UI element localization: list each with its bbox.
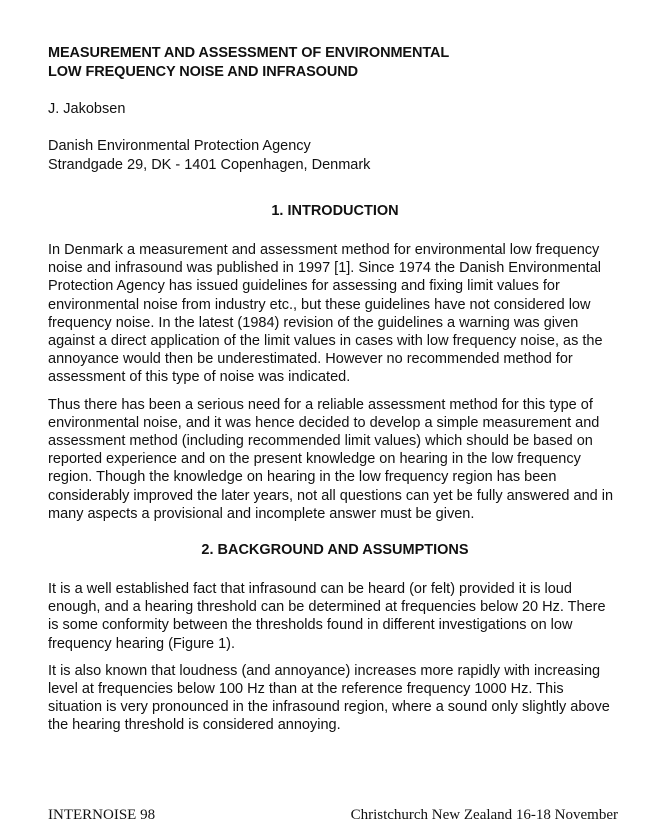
author-name: J. Jakobsen <box>48 101 126 117</box>
affiliation-line-2: Strandgade 29, DK - 1401 Copenhagen, Denmark <box>48 157 371 173</box>
section-heading-background: 2. BACKGROUND AND ASSUMPTIONS <box>201 542 469 559</box>
intro-paragraph-1: In Denmark a measurement and assessment method for environmental low frequency noise and infrasound was published in 1997 [1]. Since 1974 the Danish Environmental Protection Agency has issued guidelines for assessing and fixing limit values for environmental noise from industry etc., but these guidelines have not considered low frequency noise. In the latest (1984) revision of the guidelines a warning was given against a direct application of the limit values in cases with low frequency noise, as the annoyance would then be underestimated. However no recommended method for assessment of this type of noise was indicated. <box>48 242 603 386</box>
title-line-1: MEASUREMENT AND ASSESSMENT OF ENVIRONMENTAL <box>48 45 450 61</box>
affiliation-line-1: Danish Environmental Protection Agency <box>48 138 311 154</box>
paper-page <box>48 44 618 744</box>
background-paragraph-1: It is a well established fact that infrasound can be heard (or felt) provided it is loud enough, and a hearing threshold can be determined at frequencies below 20 Hz. There is some conformity between the thresholds found in different investigations on low frequency hearing (Figure 1). <box>48 581 606 652</box>
section-heading-introduction: 1. INTRODUCTION <box>271 203 399 219</box>
title-line-2: LOW FREQUENCY NOISE AND INFRASOUND <box>48 64 358 80</box>
paper-title <box>48 44 618 82</box>
background-paragraph-2: It is also known that loudness (and annoyance) increases more rapidly with increasing level at frequencies below 100 Hz than at the reference frequency 1000 Hz. This situation is very pronounced in the infrasound region, where a sound only slightly above the hearing threshold is considered annoying. <box>48 662 610 734</box>
affiliation <box>48 137 618 175</box>
footer-conference: INTERNOISE 98 <box>48 807 156 823</box>
footer-location: Christchurch New Zealand 16-18 November <box>350 807 618 823</box>
intro-paragraph-2: Thus there has been a serious need for a reliable assessment method for this type of environmental noise, and it was hence decided to develop a simple measurement and assessment method (including recommended limit values) which should be based on reported experience and on the present knowledge on hearing in the low frequency region. Though the knowledge on hearing in the low frequency region has been considerably improved the later years, not all questions can yet be fully answered and in many aspects a provisional and incomplete answer must be given. <box>48 396 614 522</box>
